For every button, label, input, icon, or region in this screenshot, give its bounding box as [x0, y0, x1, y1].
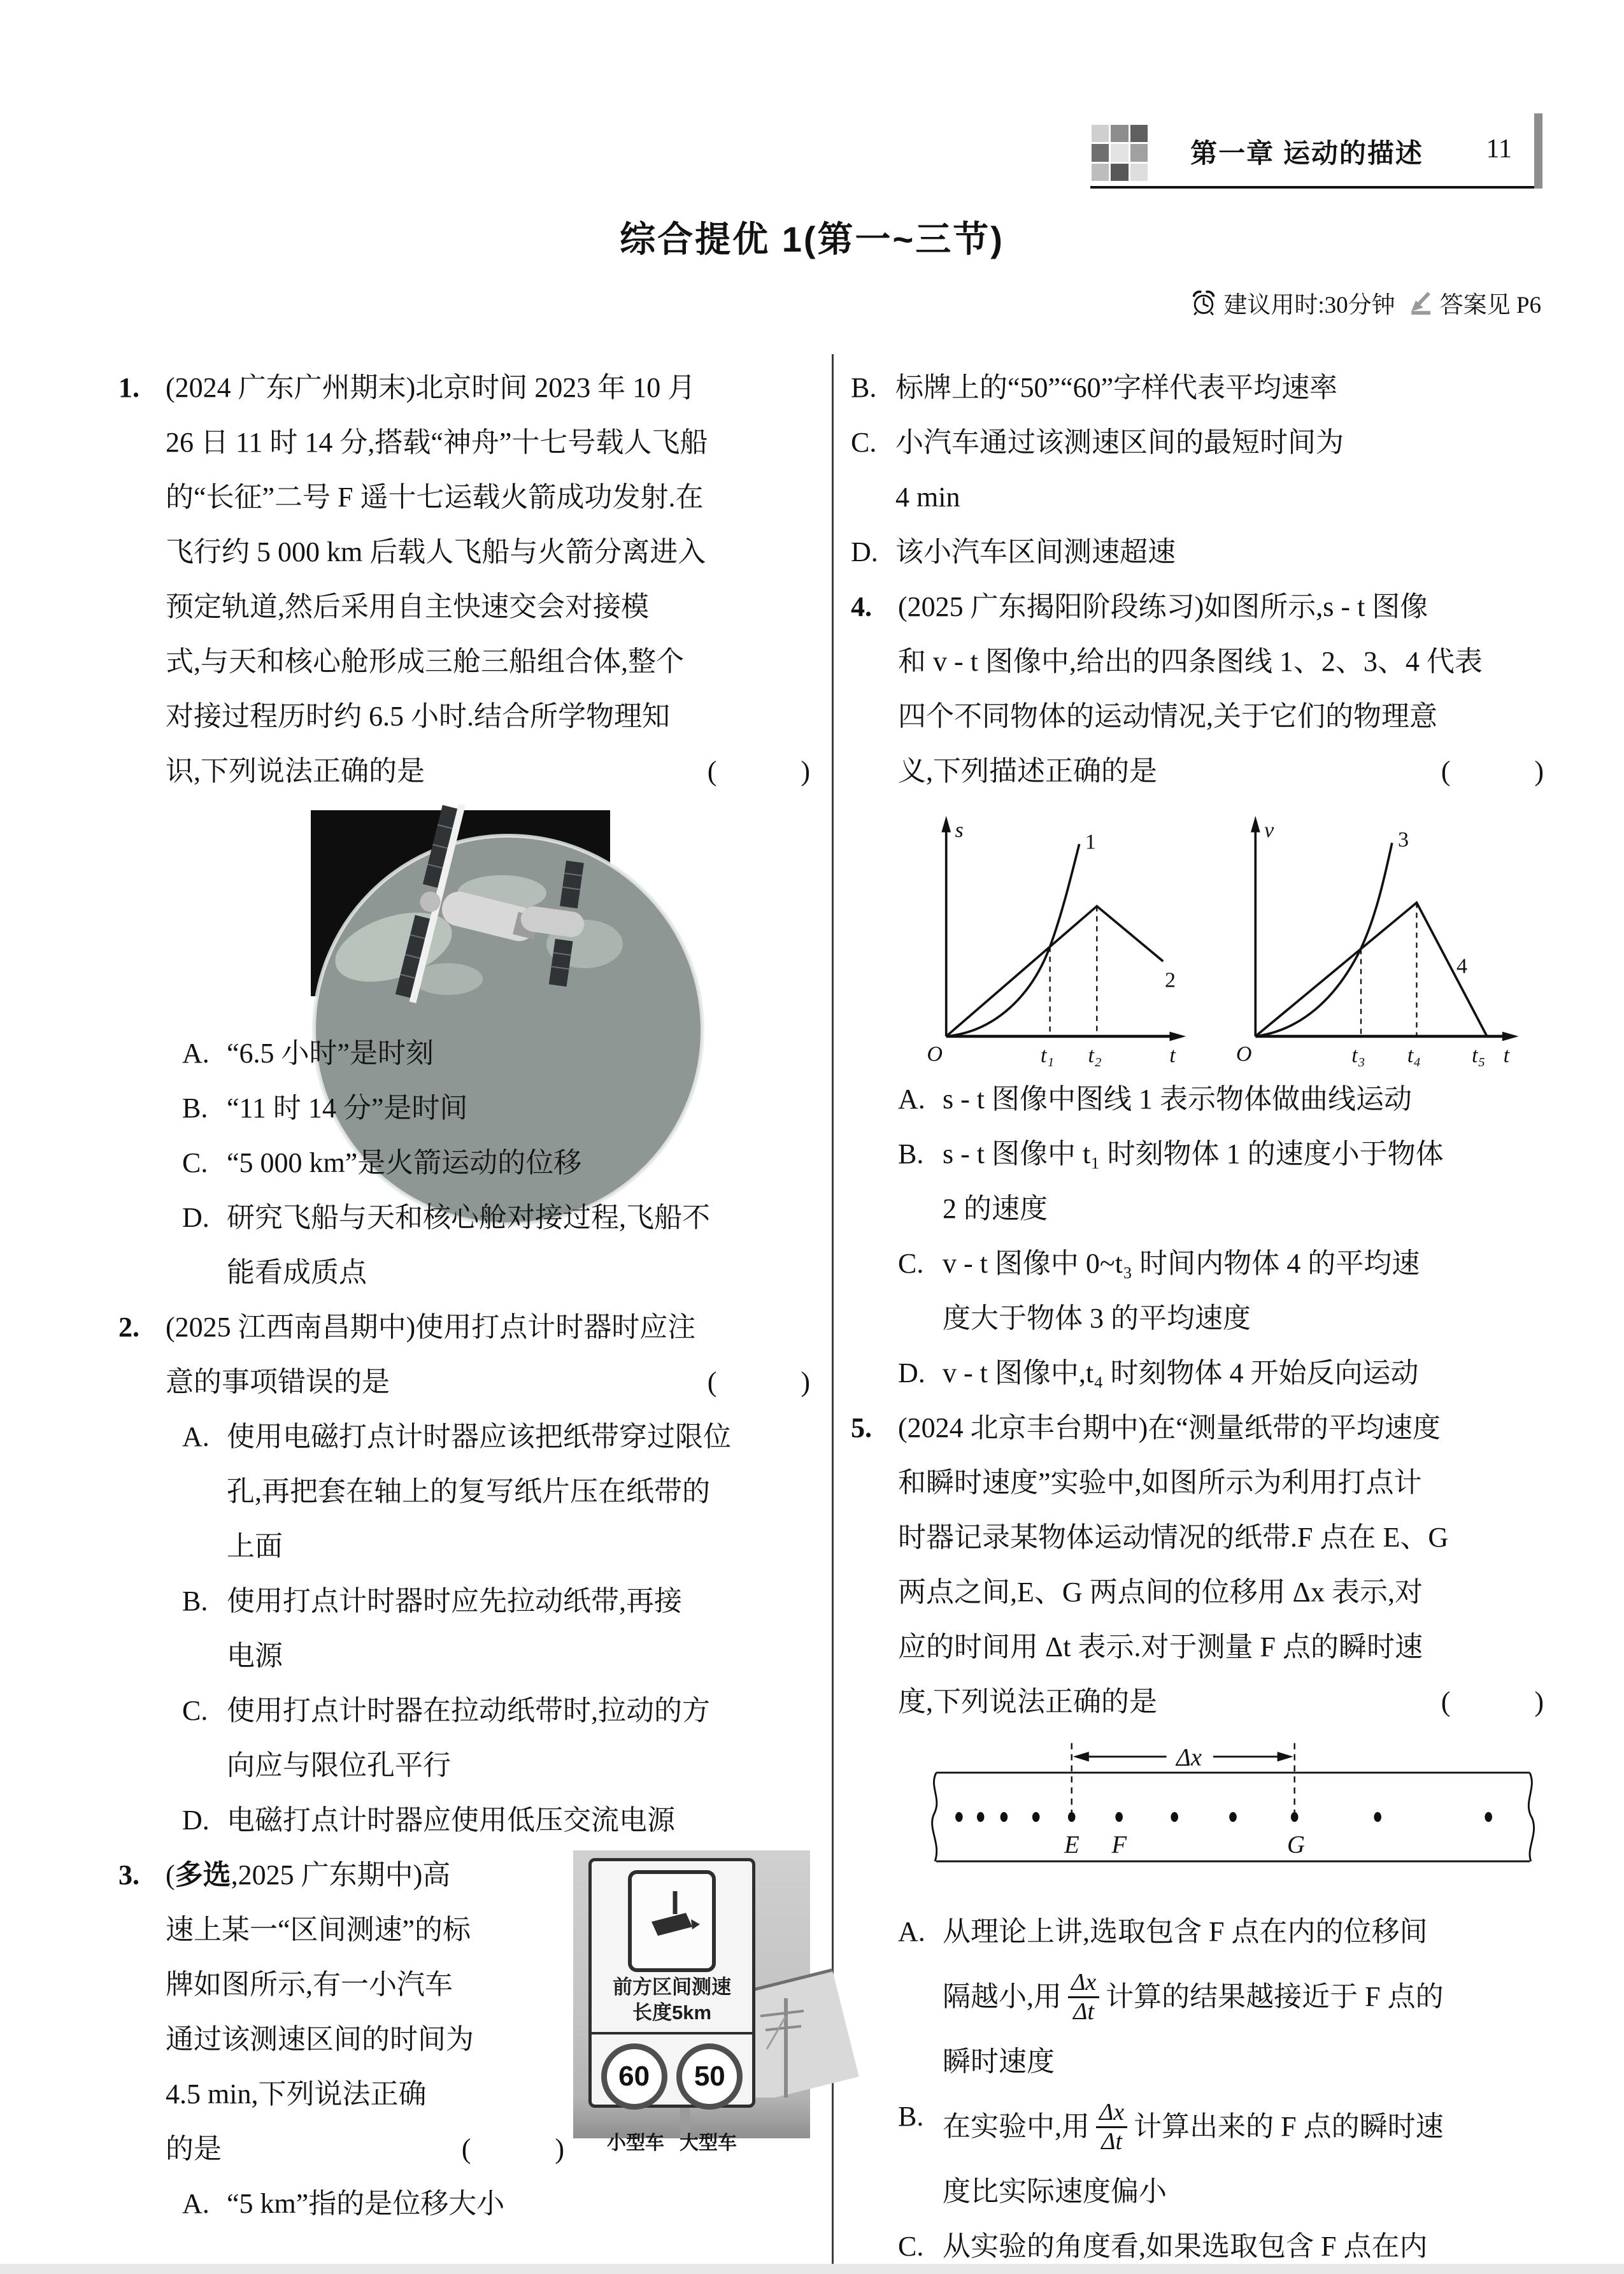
- option-text: [227, 1136, 810, 1191]
- q1-option-b: [166, 1081, 810, 1136]
- q1-stem: [166, 361, 810, 744]
- caption-small-vehicle: 小型车: [607, 2133, 664, 2154]
- option-label: A.: [182, 1038, 210, 1069]
- camera-icon: [640, 1886, 704, 1956]
- answer-arrow-icon: [1406, 288, 1435, 317]
- q4-stem: [898, 580, 1544, 744]
- power-pole: [748, 1992, 805, 2113]
- text-line: 4.5 min,下列说法正确: [166, 2078, 427, 2110]
- option-text: [943, 1072, 1544, 1127]
- option-label: D.: [182, 1202, 210, 1233]
- q2-option-a: [166, 1410, 810, 1574]
- answer-reference-label: 答案见 P6: [1439, 292, 1541, 318]
- curve-4-label: 4: [1457, 954, 1468, 978]
- origin-label: O: [1236, 1042, 1252, 1066]
- fraction-denominator: Δt: [1101, 2127, 1123, 2155]
- t2-tick-label: t₂: [1088, 1043, 1102, 1068]
- s-t-graph: [908, 808, 1201, 1066]
- option-text: [227, 1410, 810, 1574]
- q1-stem-end: [166, 744, 810, 799]
- option-label: A.: [898, 1916, 925, 1947]
- chapter-title: 第一章 运动的描述: [1190, 138, 1423, 168]
- option-text: [895, 525, 1544, 580]
- question-number: 3.: [118, 1859, 139, 1891]
- v-t-graph: [1216, 808, 1535, 1066]
- curve-1-label: 1: [1085, 830, 1096, 854]
- t4-tick-label: t₄: [1407, 1043, 1421, 1068]
- text-line: 度比实际速度偏小: [943, 2176, 1167, 2207]
- text-line: v - t 图像中 0~t₃ 时间内物体 4 的平均速: [943, 1248, 1420, 1279]
- option-label: B.: [898, 2101, 924, 2132]
- text-line: (2025 江西南昌期中)使用打点计时器时应注: [166, 1312, 696, 1343]
- t3-tick-label: t₃: [1351, 1043, 1365, 1068]
- multi-select-tag: 多选: [175, 1859, 231, 1891]
- text-line: 2 的速度: [943, 1193, 1048, 1224]
- paper-tape-diagram: [915, 1734, 1544, 1901]
- text-line-with-fraction: [943, 1959, 1544, 2034]
- text-line: 标牌上的“50”“60”字样代表平均速率: [895, 372, 1338, 403]
- text-line: 孔,再把套在轴上的复写纸片压在纸带的: [227, 1476, 710, 1507]
- y-axis-label: v: [1264, 819, 1274, 843]
- option-text: [227, 1793, 810, 1848]
- text-line: 飞行约 5 000 km 后载人飞船与火箭分离进入: [166, 536, 706, 568]
- stem-text: 识,下列说法正确的是: [166, 755, 425, 787]
- answer-blank: ( ): [707, 755, 810, 787]
- text-line: “5 km”指的是位移大小: [227, 2188, 505, 2219]
- text-line: 度大于物体 3 的平均速度: [943, 1303, 1251, 1334]
- stem-text: 义,下列描述正确的是: [898, 755, 1157, 787]
- option-label: B.: [182, 1585, 208, 1617]
- option-label: C.: [898, 1248, 924, 1279]
- text-line: 26 日 11 时 14 分,搭载“神舟”十七号载人飞船: [166, 427, 708, 458]
- space-station-photo: [311, 810, 610, 996]
- option-label: D.: [851, 536, 878, 568]
- camera-pictogram-box: [628, 1870, 716, 1972]
- answer-blank: ( ): [461, 2133, 564, 2164]
- q4-option-d: [898, 1346, 1544, 1401]
- q2-option-d: [166, 1793, 810, 1848]
- answer-blank: ( ): [1441, 755, 1544, 787]
- text-line: (2024 北京丰台期中)在“测量纸带的平均速度: [898, 1412, 1441, 1443]
- left-column: [118, 361, 810, 2231]
- text-line: (2025 广东揭阳阶段练习)如图所示,s - t 图像: [898, 591, 1428, 622]
- caption-large-vehicle: 大型车: [680, 2133, 737, 2154]
- text-line: 通过该测速区间的时间为: [166, 2024, 474, 2055]
- question-5: [851, 1401, 1544, 2274]
- q4-stem-end: [898, 744, 1544, 799]
- speed-limit-60: 60: [601, 2043, 667, 2110]
- header-accent-bar: [1534, 113, 1542, 189]
- t5-tick-label: t₅: [1471, 1043, 1486, 1068]
- option-text: [227, 1081, 810, 1136]
- page-number: 11: [1486, 134, 1512, 164]
- option-label: C.: [851, 427, 877, 458]
- speed-limit-50: 50: [676, 2043, 743, 2110]
- fraction-dx-over-dt: [1068, 1969, 1099, 2025]
- origin-label: O: [927, 1042, 943, 1066]
- t1-tick-label: t₁: [1040, 1043, 1055, 1068]
- y-axis-label: s: [955, 819, 964, 843]
- q2-stem: [166, 1300, 810, 1355]
- option-text: [943, 1236, 1544, 1346]
- option-text: [943, 2089, 1544, 2219]
- stem-text: ,2025 广东期中)高: [231, 1859, 451, 1891]
- section-title: 综合提优 1(第一~三节): [620, 219, 1004, 259]
- x-axis-label: t: [1503, 1043, 1510, 1068]
- option-text: [895, 361, 1544, 415]
- text-line: 电磁打点计时器应使用低压交流电源: [227, 1805, 675, 1836]
- q4-option-c: [898, 1236, 1544, 1346]
- question-1: [118, 361, 810, 1300]
- text-line: 从理论上讲,选取包含 F 点在内的位移间: [943, 1916, 1428, 1947]
- q3-stem-end: [166, 2122, 564, 2177]
- option-label: D.: [898, 1357, 925, 1389]
- option-label: C.: [182, 1147, 208, 1178]
- text-line: 速上某一“区间测速”的标: [166, 1914, 471, 1945]
- option-text: [227, 1026, 810, 1081]
- suggested-time-label: 建议用时:30分钟: [1223, 292, 1395, 318]
- answer-blank: ( ): [1441, 1686, 1544, 1717]
- road-sign-photo: [573, 1850, 810, 2154]
- q5-option-a: [898, 1905, 1544, 2089]
- option-label: C.: [182, 1695, 208, 1726]
- sign-header-text: 前方区间测速: [613, 1976, 731, 1998]
- option-label: D.: [182, 1805, 210, 1836]
- fraction-denominator: Δt: [1073, 1998, 1095, 2025]
- option-text: [895, 415, 1544, 525]
- text-line: 的“长征”二号 F 遥十七运载火箭成功发射.在: [166, 482, 704, 513]
- option-text: [943, 2219, 1544, 2274]
- option-label: A.: [182, 2188, 210, 2219]
- q3-option-d: [851, 525, 1544, 580]
- text-segment: 计算的结果越接近于 F 点的: [1106, 1981, 1444, 2012]
- text-line: 使用打点计时器在拉动纸带时,拉动的方: [227, 1695, 710, 1726]
- speed-sign-board: [588, 1858, 755, 2154]
- fraction-numerator: Δx: [1096, 2099, 1127, 2128]
- text-line: v - t 图像中,t₄ 时刻物体 4 开始反向运动: [943, 1357, 1419, 1389]
- text-line: s - t 图像中 t₁ 时刻物体 1 的速度小于物体: [943, 1138, 1444, 1169]
- text-line: 对接过程历时约 6.5 小时.结合所学物理知: [166, 701, 670, 732]
- option-label: A.: [898, 1083, 925, 1115]
- grid-logo-icon: [1092, 125, 1148, 181]
- text-line: 4 min: [895, 482, 960, 513]
- stem-text: 意的事项错误的是: [166, 1366, 390, 1398]
- text-line: 使用电磁打点计时器应该把纸带穿过限位: [227, 1421, 731, 1452]
- text-line: 向应与限位孔平行: [227, 1750, 451, 1781]
- sign-divider: [592, 2032, 752, 2034]
- text-line: 瞬时速度: [943, 2046, 1055, 2077]
- answer-reference: [1406, 285, 1541, 320]
- option-label: A.: [182, 1421, 210, 1452]
- page-header: [1090, 118, 1541, 189]
- q5-stem: [898, 1401, 1544, 1675]
- text-line: 牌如图所示,有一小汽车: [166, 1969, 453, 2000]
- text-line: 小汽车通过该测速区间的最短时间为: [895, 427, 1344, 458]
- text-segment: 计算出来的 F 点的瞬时速: [1134, 2111, 1444, 2142]
- point-f-label: F: [1111, 1831, 1127, 1859]
- option-text: [227, 2177, 810, 2231]
- question-2: [118, 1300, 810, 1848]
- q1-option-d: [166, 1191, 810, 1300]
- right-column: [851, 361, 1544, 2274]
- stem-text: 的是: [166, 2133, 222, 2164]
- fraction-numerator: Δx: [1068, 1969, 1099, 1998]
- paper-tape-svg: [915, 1734, 1551, 1882]
- meta-line: [1189, 285, 1541, 320]
- stem-text: (: [166, 1859, 175, 1891]
- question-number: 1.: [118, 372, 139, 403]
- text-line: 和 v - t 图像中,给出的四条图线 1、2、3、4 代表: [898, 646, 1483, 677]
- text-line: s - t 图像中图线 1 表示物体做曲线运动: [943, 1083, 1412, 1115]
- option-label: B.: [182, 1092, 208, 1124]
- text-line: 上面: [227, 1531, 283, 1562]
- text-line: (2024 广东广州期末)北京时间 2023 年 10 月: [166, 372, 696, 403]
- text-line: 从实验的角度看,如果选取包含 F 点在内: [943, 2231, 1428, 2262]
- text-line: 两点之间,E、G 两点间的位移用 Δx 表示,对: [898, 1577, 1423, 1608]
- option-label: C.: [898, 2231, 924, 2262]
- text-line: 应的时间用 Δt 表示.对于测量 F 点的瞬时速: [898, 1631, 1423, 1663]
- text-line: “5 000 km”是火箭运动的位移: [227, 1147, 582, 1178]
- text-segment: 在实验中,用: [943, 2111, 1090, 2142]
- question-4: [851, 580, 1544, 1401]
- q2-option-b: [166, 1574, 810, 1684]
- text-line: “11 时 14 分”是时间: [227, 1092, 468, 1124]
- motion-graphs: [908, 808, 1544, 1066]
- option-label: B.: [898, 1138, 924, 1169]
- text-line: “6.5 小时”是时刻: [227, 1038, 434, 1069]
- option-label: B.: [851, 372, 877, 403]
- q3-option-c: [851, 415, 1544, 525]
- delta-x-label: Δx: [1176, 1744, 1202, 1771]
- text-line: 预定轨道,然后采用自主快速交会对接模: [166, 591, 649, 622]
- question-3: [118, 1848, 810, 2231]
- curve-3-label: 3: [1397, 827, 1409, 852]
- q4-option-b: [898, 1127, 1544, 1236]
- point-e-label: E: [1064, 1831, 1079, 1859]
- q2-option-c: [166, 1684, 810, 1793]
- q1-option-c: [166, 1136, 810, 1191]
- text-line-with-fraction: [943, 2089, 1544, 2164]
- answer-blank: ( ): [707, 1366, 810, 1398]
- point-g-label: G: [1287, 1831, 1305, 1859]
- text-line: 能看成质点: [227, 1257, 367, 1288]
- fraction-dx-over-dt: [1096, 2099, 1127, 2155]
- q1-option-a: [166, 1026, 810, 1081]
- option-text: [943, 1905, 1544, 2089]
- text-line: 式,与天和核心舱形成三舱三船组合体,整个: [166, 646, 684, 677]
- q4-option-a: [898, 1072, 1544, 1127]
- question-number: 5.: [851, 1412, 872, 1443]
- question-3-options-continued: [851, 361, 1544, 580]
- text-segment: 隔越小,用: [943, 1981, 1062, 2012]
- stem-text: 度,下列说法正确的是: [898, 1686, 1157, 1717]
- alarm-clock-icon: [1189, 288, 1218, 317]
- text-line: 时器记录某物体运动情况的纸带.F 点在 E、G: [898, 1522, 1449, 1553]
- sign-length-text: 长度5km: [632, 2001, 712, 2024]
- q3-option-b: [851, 361, 1544, 415]
- curve-2-label: 2: [1165, 968, 1176, 992]
- option-text: [227, 1574, 810, 1684]
- q3-option-a: [166, 2177, 810, 2231]
- option-text: [227, 1191, 810, 1300]
- text-line: 使用打点计时器时应先拉动纸带,再接: [227, 1585, 682, 1617]
- q2-stem-end: [166, 1355, 810, 1410]
- question-number: 4.: [851, 591, 872, 622]
- text-line: 和瞬时速度”实验中,如图所示为利用打点计: [898, 1467, 1422, 1498]
- text-line: 研究飞船与天和核心舱对接过程,飞船不: [227, 1202, 710, 1233]
- x-axis-label: t: [1169, 1043, 1176, 1068]
- q5-option-c: [898, 2219, 1544, 2274]
- text-line: 该小汽车区间测速超速: [895, 536, 1176, 568]
- text-line: 四个不同物体的运动情况,关于它们的物理意: [898, 701, 1437, 732]
- q5-option-b: [898, 2089, 1544, 2219]
- option-text: [943, 1127, 1544, 1236]
- text-line: 电源: [227, 1640, 283, 1671]
- q5-stem-end: [898, 1675, 1544, 1729]
- option-text: [943, 1346, 1544, 1401]
- question-number: 2.: [118, 1312, 139, 1343]
- option-text: [227, 1684, 810, 1793]
- suggested-time: [1189, 285, 1395, 320]
